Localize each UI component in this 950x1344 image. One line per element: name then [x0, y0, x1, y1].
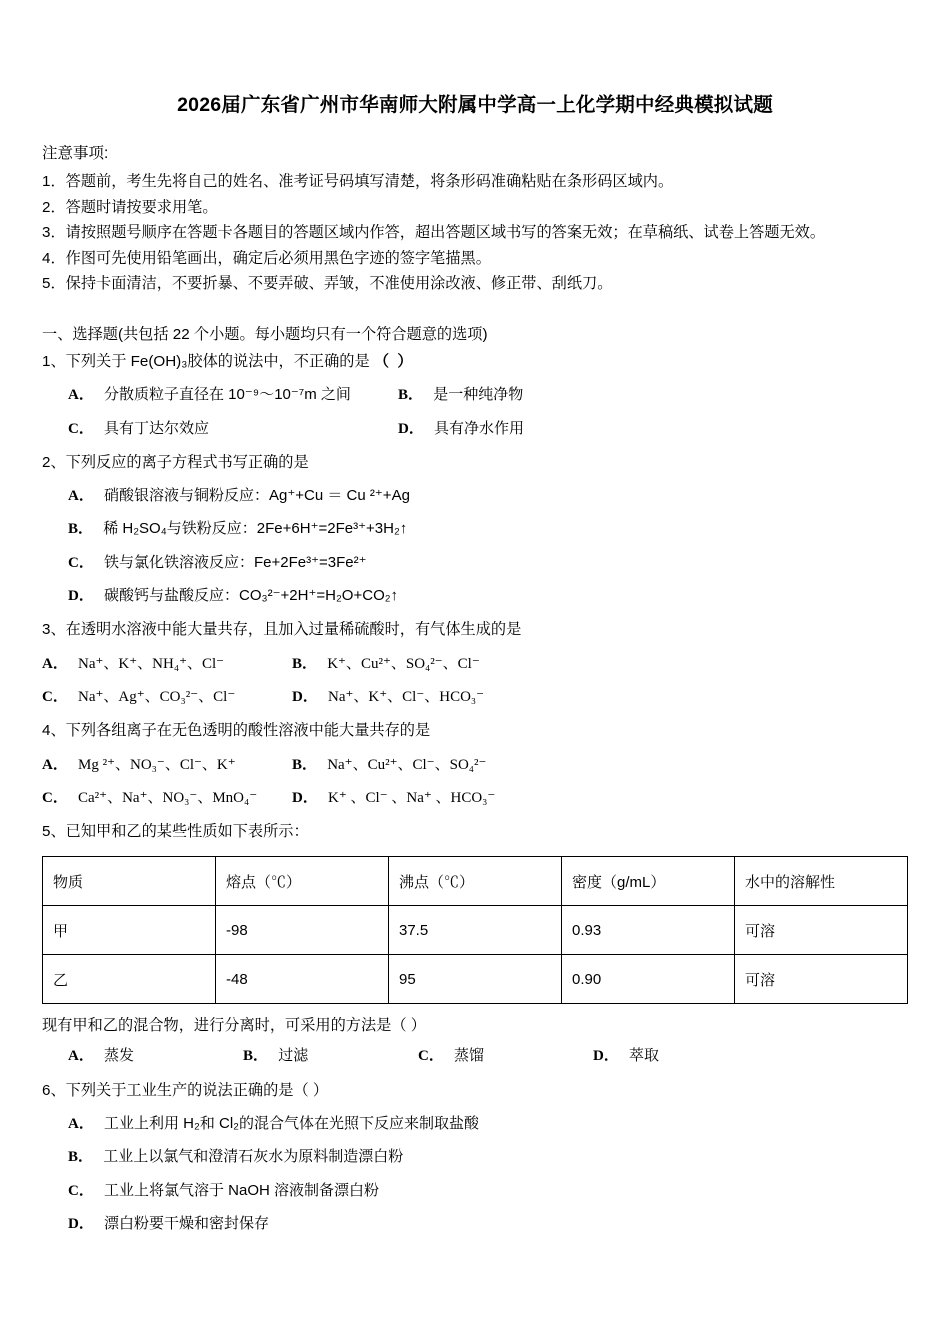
- option-row: [42, 786, 908, 810]
- option-label: D．: [593, 1048, 619, 1065]
- option-text: 铁与氯化铁溶液反应：Fe+2Fe³⁺=3Fe²⁺: [104, 553, 367, 571]
- option-b[interactable]: [68, 517, 407, 541]
- option-label: D．: [398, 420, 424, 437]
- table-cell: 乙: [43, 955, 216, 1004]
- table-cell: 可溶: [735, 906, 908, 955]
- question-stem: 2、下列反应的离子方程式书写正确的是: [42, 453, 309, 471]
- option-text: 工业上将氯气溶于 NaOH 溶液制备漂白粉: [104, 1181, 380, 1199]
- option-row: [42, 417, 908, 441]
- option-label: D．: [292, 688, 318, 705]
- option-label: C．: [42, 688, 68, 705]
- table-header-row: [43, 857, 908, 906]
- option-label: C．: [68, 420, 94, 437]
- option-a[interactable]: [68, 383, 398, 407]
- option-text: 碳酸钙与盐酸反应：CO₃²⁻+2H⁺=H₂O+CO₂↑: [104, 587, 399, 605]
- question-3: [42, 618, 908, 709]
- option-text: Na⁺、K⁺、Cl⁻、HCO₃⁻: [328, 688, 485, 705]
- option-c[interactable]: [42, 786, 292, 810]
- option-row: [42, 652, 908, 676]
- option-text: 稀 H₂SO₄与铁粉反应：2Fe+6H⁺=2Fe³⁺+3H₂↑: [103, 520, 408, 538]
- page-title: 2026届广东省广州市华南师大附属中学高一上化学期中经典模拟试题: [177, 94, 773, 116]
- option-b[interactable]: [292, 652, 480, 676]
- option-text: 具有净水作用: [434, 419, 525, 437]
- table-header-cell: 熔点（℃）: [216, 857, 389, 906]
- table-cell: 0.90: [562, 955, 735, 1004]
- question-1: [42, 350, 908, 441]
- table-cell: -98: [216, 906, 389, 955]
- option-text: 工业上利用 H₂和 Cl₂的混合气体在光照下反应来制取盐酸: [104, 1115, 479, 1133]
- option-c[interactable]: [42, 685, 292, 709]
- option-text: Na⁺、K⁺、NH₄⁺、Cl⁻: [78, 655, 225, 672]
- option-text: Ca²⁺、Na⁺、NO₃⁻、MnO₄⁻: [78, 789, 258, 806]
- option-label: C．: [68, 554, 94, 571]
- option-a[interactable]: [68, 1044, 243, 1068]
- question-stem: 6、下列关于工业生产的说法正确的是（ ）: [42, 1081, 329, 1099]
- notice-heading: 注意事项:: [42, 145, 109, 163]
- option-text: 漂白粉要干燥和密封保存: [104, 1214, 270, 1232]
- option-text: K⁺、Cu²⁺、SO₄²⁻、Cl⁻: [327, 655, 480, 672]
- option-c[interactable]: [68, 1179, 379, 1203]
- option-b[interactable]: [243, 1044, 418, 1068]
- table-row: [43, 906, 908, 955]
- option-text: 工业上以氯气和澄清石灰水为原料制造漂白粉: [103, 1148, 404, 1166]
- notice-list: [42, 169, 908, 297]
- option-text: 过滤: [278, 1047, 309, 1065]
- option-d[interactable]: [292, 786, 495, 810]
- option-c[interactable]: [418, 1044, 593, 1068]
- option-a[interactable]: [42, 652, 292, 676]
- option-c[interactable]: [68, 551, 367, 575]
- option-a[interactable]: [68, 484, 410, 508]
- question-sub-stem: 现有甲和乙的混合物，进行分离时，可采用的方法是（ ）: [42, 1017, 426, 1035]
- table-cell: 95: [389, 955, 562, 1004]
- option-text: 是一种纯净物: [433, 386, 524, 404]
- option-label: B．: [243, 1048, 269, 1065]
- table-header-cell: 密度（g/mL）: [562, 857, 735, 906]
- option-row: [42, 1179, 908, 1203]
- option-label: B．: [68, 521, 94, 538]
- option-c[interactable]: [68, 417, 398, 441]
- option-d[interactable]: [593, 1044, 768, 1068]
- notice-item: 3．请按照题号顺序在答题卡各题目的答题区域内作答，超出答题区域书写的答案无效；在草稿纸、试卷上答题无效。: [42, 224, 826, 242]
- option-row: [42, 753, 908, 777]
- notice-item: 5．保持卡面清洁，不要折暴、不要弄破、弄皱，不准使用涂改液、修正带、刮纸刀。: [42, 275, 613, 293]
- option-label: C．: [42, 789, 68, 806]
- option-b[interactable]: [68, 1145, 403, 1169]
- option-label: B．: [398, 387, 424, 404]
- option-label: A．: [68, 387, 94, 404]
- option-text: 蒸发: [104, 1047, 135, 1065]
- option-label: D．: [68, 588, 94, 605]
- option-text: Na⁺、Ag⁺、CO₃²⁻、Cl⁻: [78, 688, 236, 705]
- option-text: Mg ²⁺、NO₃⁻、Cl⁻、K⁺: [78, 756, 236, 773]
- notice-item: 4．作图可先使用铅笔画出，确定后必须用黑色字迹的签字笔描黑。: [42, 249, 491, 267]
- option-label: A．: [68, 488, 94, 505]
- option-label: C．: [418, 1048, 444, 1065]
- option-text: 具有丁达尔效应: [104, 419, 210, 437]
- table-cell: 甲: [43, 906, 216, 955]
- option-text: 萃取: [629, 1047, 660, 1065]
- option-b[interactable]: [292, 753, 486, 777]
- option-row: [42, 383, 908, 407]
- question-2: [42, 451, 908, 609]
- option-b[interactable]: [398, 383, 523, 407]
- option-row: [42, 551, 908, 575]
- table-header-cell: 物质: [43, 857, 216, 906]
- option-d[interactable]: [292, 685, 484, 709]
- option-text: 蒸馏: [454, 1047, 485, 1065]
- option-row: [42, 1145, 908, 1169]
- answer-blank: （ ）: [373, 352, 415, 370]
- option-row: [42, 517, 908, 541]
- option-row: [42, 484, 908, 508]
- option-label: A．: [68, 1048, 94, 1065]
- option-a[interactable]: [42, 753, 292, 777]
- option-d[interactable]: [68, 1212, 269, 1236]
- question-stem: 4、下列各组离子在无色透明的酸性溶液中能大量共存的是: [42, 722, 431, 740]
- option-row: [42, 584, 908, 608]
- question-stem: 3、在透明水溶液中能大量共存，且加入过量稀硫酸时，有气体生成的是: [42, 621, 522, 639]
- option-label: A．: [68, 1116, 94, 1133]
- option-text: 硝酸银溶液与铜粉反应：Ag⁺+Cu ＝ Cu ²⁺+Ag: [104, 487, 410, 505]
- question-stem: 5、已知甲和乙的某些性质如下表所示：: [42, 823, 309, 841]
- question-5: [42, 820, 908, 1069]
- option-label: B．: [68, 1149, 94, 1166]
- option-row: [42, 1044, 908, 1068]
- table-cell: 可溶: [735, 955, 908, 1004]
- option-d[interactable]: [68, 584, 398, 608]
- question-6: [42, 1079, 908, 1237]
- properties-table: [42, 856, 908, 1004]
- option-label: B．: [292, 756, 318, 773]
- question-4: [42, 719, 908, 810]
- table-cell: 37.5: [389, 906, 562, 955]
- option-a[interactable]: [68, 1112, 479, 1136]
- table-cell: -48: [216, 955, 389, 1004]
- table-cell: 0.93: [562, 906, 735, 955]
- option-label: D．: [68, 1215, 94, 1232]
- option-text: K⁺ 、Cl⁻ 、Na⁺ 、HCO₃⁻: [328, 789, 496, 806]
- question-stem: [42, 350, 908, 374]
- option-label: B．: [292, 655, 318, 672]
- option-label: A．: [42, 655, 68, 672]
- option-row: [42, 1112, 908, 1136]
- option-text: Na⁺、Cu²⁺、Cl⁻、SO₄²⁻: [327, 756, 487, 773]
- notice-item: 1．答题前，考生先将自己的姓名、准考证号码填写清楚，将条形码准确粘贴在条形码区域内。: [42, 173, 674, 191]
- question-stem-text: 1、下列关于 Fe(OH)₃胶体的说法中，不正确的是: [42, 352, 370, 370]
- option-row: [42, 1212, 908, 1236]
- table-header-cell: 水中的溶解性: [735, 857, 908, 906]
- option-row: [42, 685, 908, 709]
- option-label: A．: [42, 756, 68, 773]
- option-label: C．: [68, 1182, 94, 1199]
- table-row: [43, 955, 908, 1004]
- option-label: D．: [292, 789, 318, 806]
- table-header-cell: 沸点（℃）: [389, 857, 562, 906]
- notice-item: 2．答题时请按要求用笔。: [42, 198, 218, 216]
- option-text: 分散质粒子直径在 10⁻⁹～10⁻⁷m 之间: [104, 386, 351, 404]
- option-d[interactable]: [398, 417, 524, 441]
- section-heading: 一、选择题(共包括 22 个小题。每小题均只有一个符合题意的选项): [42, 325, 488, 343]
